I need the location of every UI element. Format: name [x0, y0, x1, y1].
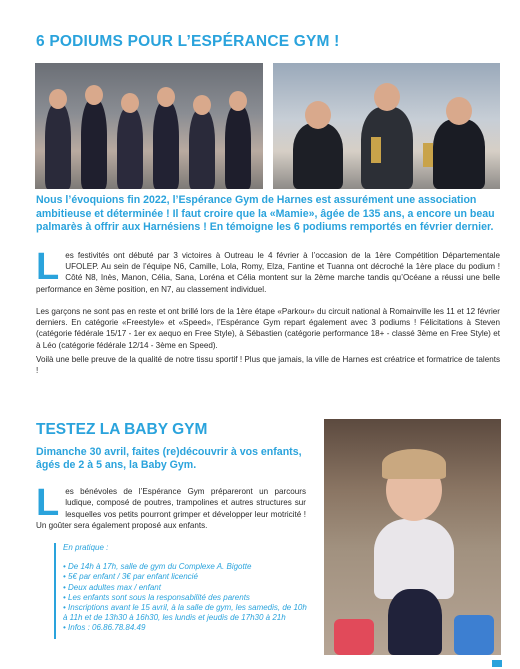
list-item: • Les enfants sont sous la responsabilité des parents — [63, 593, 308, 603]
article-paragraph — [36, 246, 500, 295]
list-item: • De 14h à 17h, salle de gym du Complexe A. Bigotte — [63, 562, 308, 572]
paragraph-text: es festivités ont débuté par 3 victoires à Outreau le 4 février à l’occasion de la 1ère Compétition Départementale UFOLEP. Au sein de l’équipe N6, Camille, Lola, Romy, Elza, Fantine et Tuanna ont décroché la 1ère place du podium ! Côté N8, Inès, Manon, Célia, Sana, Loréna et Célia montent sur la 2ème marche tandis qu’Océane a réussi une belle performance en 3ème position, en N7, au classement individuel. — [36, 251, 500, 294]
page-marker — [492, 660, 502, 667]
list-item: • Infos : 06.86.78.84.49 — [63, 623, 308, 633]
article-paragraph: Les garçons ne sont pas en reste et ont brillé lors de la 1ère étape «Parkour» du circuit national à Romainville les 11 et 12 février derniers. En catégorie «Freestyle» et «Speed», l’Espérance Gym repart également avec 3 podiums ! Félicitations à Steven (catégorie fédérale 15/17 - 1er ex aequo en Free Style), à Sébastien (catégorie performance 18+ - classé 3ème en Free Style) et à Léo (catégorie fédérale 12/14 - 3ème en Speed). — [36, 307, 500, 350]
article-title: 6 PODIUMS POUR L’ESPÉRANCE GYM ! — [36, 33, 340, 50]
paragraph-text: es bénévoles de l’Espérance Gym prépareront un parcours ludique, composé de poutres, trampolines et autres structures sur lesquelles vos petits pourront grimper et développer leur motricité ! Un goûter sera également proposé aux enfants. — [36, 487, 306, 531]
drop-cap: L — [36, 482, 60, 524]
boys-trophies-photo — [273, 63, 500, 189]
section-title: TESTEZ LA BABY GYM — [36, 421, 208, 438]
article-paragraph: Voilà une belle preuve de la qualité de notre tissu sportif ! Plus que jamais, la ville de Harnes est créatrice et formatrice de talents ! — [36, 355, 500, 376]
child-baby-gym-photo — [324, 419, 501, 655]
practical-info-box — [54, 543, 308, 639]
list-item: • Inscriptions avant le 15 avril, à la salle de gym, les samedis, de 10h à 11h et de 13h30 à 16h30, les lundis et jeudis de 17h30 à 21h — [63, 603, 308, 623]
article-lead: Nous l’évoquions fin 2022, l’Espérance Gym de Harnes est assurément une association ambitieuse et déterminée ! Il faut croire que la «Mamie», âgée de 135 ans, a encore un beau palmarès à offrir aux Harnésiens ! En témoigne les 6 podiums remportés en février dernier. — [36, 194, 495, 234]
practical-title: En pratique : — [63, 543, 109, 552]
list-item: • Deux adultes max / enfant — [63, 583, 308, 593]
drop-cap: L — [36, 246, 60, 288]
practical-list — [63, 562, 308, 633]
gymnasts-team-photo — [35, 63, 263, 189]
section-lead: Dimanche 30 avril, faites (re)découvrir à vos enfants, âgés de 2 à 5 ans, la Baby Gym. — [36, 446, 302, 472]
list-item: • 5€ par enfant / 3€ par enfant licencié — [63, 572, 308, 582]
section-paragraph — [36, 482, 306, 532]
